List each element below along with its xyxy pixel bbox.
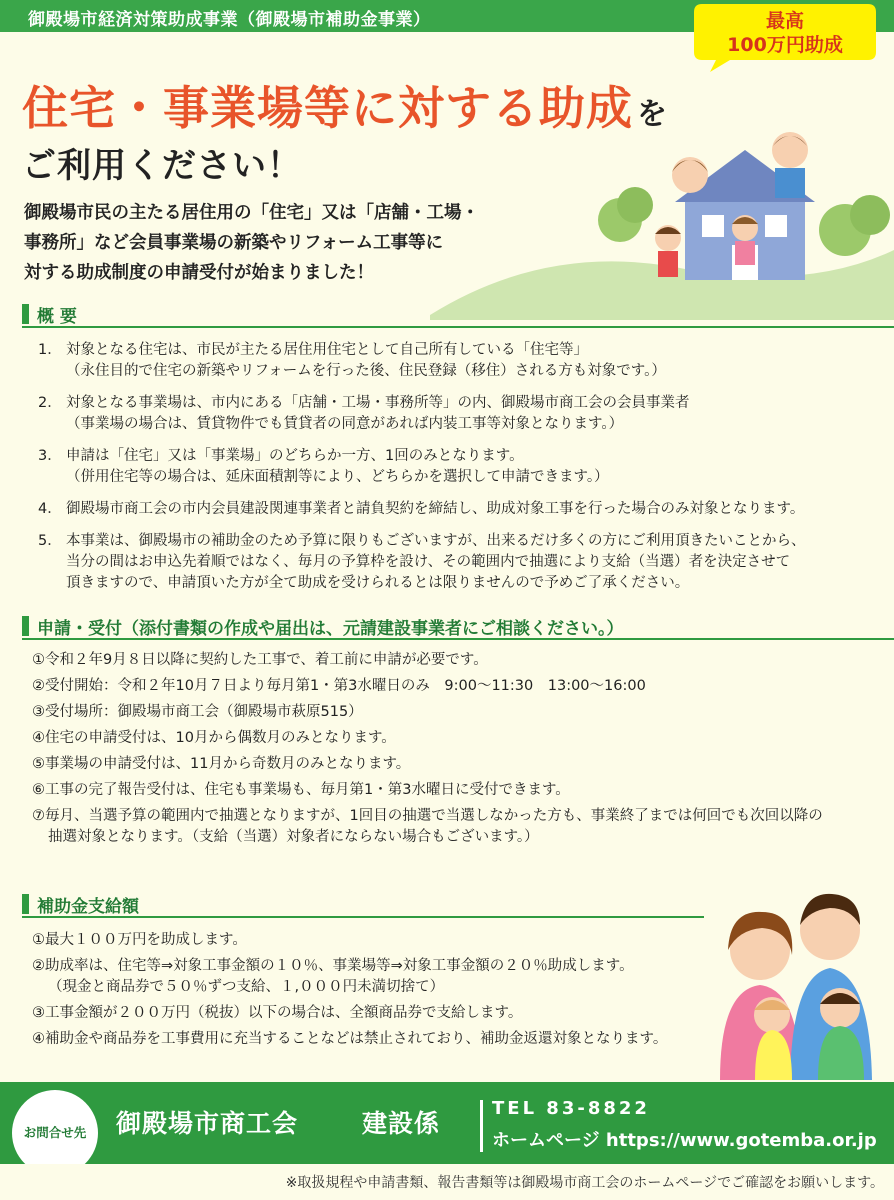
list-item: ③受付場所：御殿場市商工会（御殿場市萩原515） [32, 704, 363, 720]
homepage-link[interactable]: ホームページ https://www.gotemba.or.jp [492, 1130, 877, 1151]
item-text: 当分の間はお申込先着順ではなく、毎月の予算枠を設け、その範囲内で抽選により支給（当選）者を決定させて [66, 554, 791, 570]
intro-line: 事務所」など会員事業場の新築やリフォーム工事等に [24, 233, 444, 253]
badge-line-2: 100万円助成 [727, 34, 843, 56]
item-number: 1． [38, 342, 62, 358]
apply-list [32, 650, 872, 853]
item-text: （併用住宅等の場合は、延床面積割等により、どちらかを選択して申請できます。） [66, 469, 609, 485]
section-marker [22, 616, 29, 636]
list-item: ①最大１００万円を助成します。 [32, 932, 247, 948]
list-item: ①令和２年9月８日以降に契約した工事で、着工前に申請が必要です。 [32, 652, 488, 668]
department-name: 建設係 [362, 1109, 441, 1138]
list-item [38, 446, 878, 488]
section-apply-title [22, 614, 624, 638]
item-text: 頂きますので、申請頂いた方が全て助成を受けられるとは限りませんので予めご了承ください。 [66, 575, 690, 591]
overview-list [38, 340, 878, 605]
max-subsidy-badge [690, 0, 880, 72]
section-subsidy-label: 補助金支給額 [37, 896, 139, 917]
item-text: 対象となる住宅は、市民が主たる居住用住宅として自己所有している「住宅等」 [66, 342, 588, 358]
list-item [38, 393, 878, 435]
headline-sub: ご利用ください！ [22, 146, 302, 186]
section-overview-label: 概 要 [37, 306, 77, 327]
headline-main: 住宅・事業場等に対する助成 [22, 81, 633, 135]
list-item-continuation: 抽選対象となります。（支給（当選）対象者にならない場合もございます。） [48, 829, 539, 845]
item-number: 2． [38, 395, 62, 411]
section-subsidy-title [22, 892, 139, 916]
list-item [38, 531, 878, 594]
list-item: ②受付開始：令和２年10月７日より毎月第1・第3水曜日のみ 9:00～11:30 13:00～16:00 [32, 678, 646, 694]
subsidy-list [32, 930, 732, 1055]
family-illustration [700, 880, 894, 1080]
item-number: 5． [38, 533, 62, 549]
item-text: 申請は「住宅」又は「事業場」のどちらか一方、1回のみとなります。 [66, 448, 524, 464]
intro-text [24, 198, 479, 288]
list-item: ⑥工事の完了報告受付は、住宅も事業場も、毎月第1・第3水曜日に受付できます。 [32, 782, 570, 798]
list-item [38, 340, 878, 382]
divider [480, 1100, 483, 1152]
divider [22, 638, 894, 640]
divider [22, 326, 894, 328]
section-overview-title [22, 302, 77, 326]
item-text: 御殿場市商工会の市内会員建設関連事業者と請負契約を締結し、助成対象工事を行った場合のみ対象となります。 [66, 501, 805, 517]
contact-label: お問合せ先 [23, 1125, 87, 1140]
telephone-number: TEL 83-8822 [492, 1098, 650, 1119]
intro-line: 対する助成制度の申請受付が始まりました！ [24, 263, 374, 283]
divider [22, 916, 704, 918]
list-item: ④住宅の申請受付は、10月から偶数月のみとなります。 [32, 730, 396, 746]
organization-name: 御殿場市商工会 [116, 1109, 299, 1138]
item-number: 4． [38, 501, 62, 517]
badge-line-1: 最高 [765, 10, 804, 32]
list-item [38, 499, 878, 520]
program-title: 御殿場市経済対策助成事業（御殿場市補助金事業） [28, 10, 431, 30]
list-item: ④補助金や商品券を工事費用に充当することなどは禁止されており、補助金返還対象となります。 [32, 1031, 668, 1047]
list-item: ②助成率は、住宅等⇒対象工事金額の１０％、事業場等⇒対象工事金額の２０％助成します。 [32, 958, 634, 974]
list-item: ③工事金額が２００万円（税抜）以下の場合は、全額商品券で支給します。 [32, 1005, 523, 1021]
section-apply-label: 申請・受付（添付書類の作成や届出は、元請建設事業者にご相談ください。） [37, 618, 624, 639]
footer-note: ※取扱規程や申請書類、報告書類等は御殿場市商工会のホームページでご確認をお願いします。 [285, 1175, 884, 1191]
section-marker [22, 894, 29, 914]
footer-note-bar [0, 1164, 894, 1200]
section-marker [22, 304, 29, 324]
item-text: （永住目的で住宅の新築やリフォームを行った後、住民登録（移住）される方も対象です。） [66, 363, 666, 379]
item-text: 対象となる事業場は、市内にある「店舗・工場・事務所等」の内、御殿場市商工会の会員事業者 [66, 395, 690, 411]
item-number: 3． [38, 448, 62, 464]
intro-line: 御殿場市民の主たる居住用の「住宅」又は「店舗・工場・ [24, 203, 479, 223]
list-item: ⑤事業場の申請受付は、11月から奇数月のみとなります。 [32, 756, 411, 772]
list-item: ⑦毎月、当選予算の範囲内で抽選となりますが、1回目の抽選で当選しなかった方も、事業終了までは何回でも次回以降の [32, 808, 823, 824]
list-item-continuation: （現金と商品券で５０％ずつ支給、１,０００円未満切捨て） [48, 979, 445, 995]
headline-particle: を [637, 97, 667, 132]
house-family-illustration [430, 120, 894, 320]
item-text: （事業場の場合は、賃貸物件でも賃貸者の同意があれば内装工事等対象となります。） [66, 416, 624, 432]
item-text: 本事業は、御殿場市の補助金のため予算に限りもございますが、出来るだけ多くの方にご利用頂きたいことから、 [66, 533, 806, 549]
